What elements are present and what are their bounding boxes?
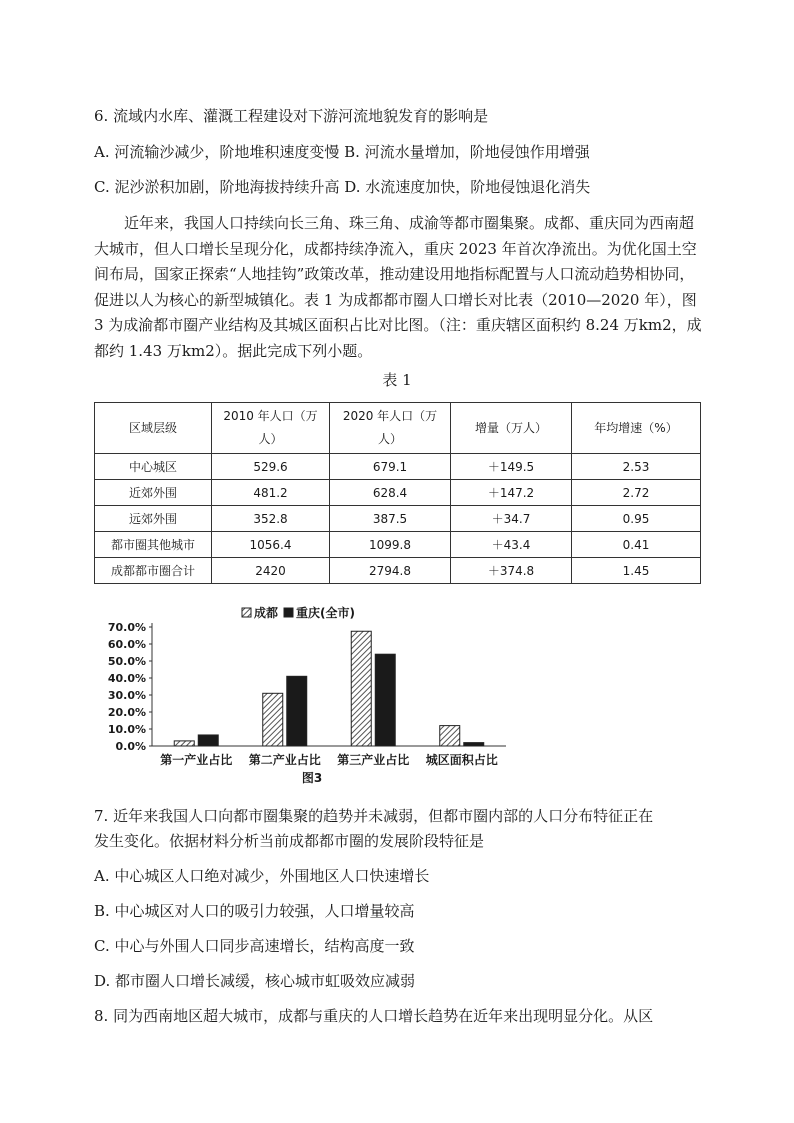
- q6-options-ab: A. 河流输沙减少，阶地堆积速度变慢 B. 河流水量增加，阶地侵蚀作用增强: [94, 143, 590, 161]
- q7-option-a: A. 中心城区人口绝对减少，外围地区人口快速增长: [94, 867, 430, 885]
- industry-structure-chart: [94, 600, 514, 790]
- table-cell: ＋34.7: [451, 506, 572, 532]
- q6-options-cd: C. 泥沙淤积加剧，阶地海拔持续升高 D. 水流速度加快，阶地侵蚀退化消失: [94, 178, 591, 196]
- table-cell: 中心城区: [95, 454, 212, 480]
- table-cell: 628.4: [330, 480, 451, 506]
- table-header: 区域层级: [95, 403, 212, 454]
- bar-chengdu: [263, 693, 283, 746]
- y-tick-label: 60.0%: [107, 638, 146, 651]
- table-cell: ＋147.2: [451, 480, 572, 506]
- table-cell: 都市圈其他城市: [95, 532, 212, 558]
- y-tick-label: 50.0%: [107, 655, 146, 668]
- table-cell: 1056.4: [212, 532, 330, 558]
- y-tick-label: 0.0%: [115, 740, 146, 753]
- table-header: 年均增速（%）: [572, 403, 701, 454]
- table-cell: 1.45: [572, 558, 701, 584]
- material-paragraph: 近年来，我国人口持续向长三角、珠三角、成渝等都市圈集聚。成都、重庆同为西南超大城市，但人口增长呈现分化，成都持续净流入，重庆 2023 年首次净流出。为优化国土空间布局，国家正探索“人地挂钩”政策改革，推动建设用地指标配置与人口流动趋势相协同，促进以人为核心的新型城镇化。表 1 为成都都市圈人口增长对比表（2010—2020 年），图 3 为成渝都市圈产业结构及其城区面积占比对比图。（注：重庆辖区面积约 8.24 万km2，成都约 1.43 万km2）。据此完成下列小题。: [94, 214, 702, 360]
- y-tick-label: 40.0%: [107, 672, 146, 685]
- q7-option-d: D. 都市圈人口增长减缓，核心城市虹吸效应减弱: [94, 972, 416, 990]
- q6-stem: 6. 流域内水库、灌溉工程建设对下游河流地貌发育的影响是: [94, 107, 489, 125]
- legend-swatch-chengdu: [242, 608, 251, 617]
- x-tick-label: 第一产业占比: [160, 753, 233, 767]
- table-cell: 481.2: [212, 480, 330, 506]
- table-cell: 成都都市圈合计: [95, 558, 212, 584]
- table-cell: 近郊外围: [95, 480, 212, 506]
- y-tick-label: 10.0%: [107, 723, 146, 736]
- table-cell: 2.53: [572, 454, 701, 480]
- legend-label-chongqing: 重庆(全市): [296, 606, 355, 620]
- bar-chongqing: [198, 735, 218, 746]
- table-caption: 表 1: [382, 371, 412, 389]
- bar-chengdu: [351, 631, 371, 746]
- table-row: [95, 454, 701, 480]
- population-table: [94, 402, 701, 584]
- table-cell: 2420: [212, 558, 330, 584]
- x-tick-label: 第二产业占比: [248, 753, 321, 767]
- bar-chongqing: [287, 676, 307, 746]
- table-cell: 2794.8: [330, 558, 451, 584]
- y-tick-label: 70.0%: [107, 621, 146, 634]
- table-cell: ＋43.4: [451, 532, 572, 558]
- table-cell: 0.95: [572, 506, 701, 532]
- q7-stem-line2: 发生变化。依据材料分析当前成都都市圈的发展阶段特征是: [94, 832, 485, 850]
- x-tick-label: 城区面积占比: [425, 753, 498, 767]
- table-header-row: [95, 403, 701, 454]
- table-cell: 387.5: [330, 506, 451, 532]
- table-row: [95, 506, 701, 532]
- q8-stem: 8. 同为西南地区超大城市，成都与重庆的人口增长趋势在近年来出现明显分化。从区: [94, 1007, 654, 1025]
- table-cell: ＋374.8: [451, 558, 572, 584]
- table-cell: ＋149.5: [451, 454, 572, 480]
- bar-chengdu: [174, 741, 194, 746]
- table-header: 增量（万人）: [451, 403, 572, 454]
- legend-swatch-chongqing: [284, 608, 293, 617]
- y-tick-label: 20.0%: [107, 706, 146, 719]
- y-tick-label: 30.0%: [107, 689, 146, 702]
- bar-chengdu: [440, 726, 460, 746]
- table-header: 2010 年人口（万人）: [212, 403, 330, 454]
- bar-chongqing: [464, 743, 484, 746]
- x-tick-label: 第三产业占比: [337, 753, 410, 767]
- table-header: 2020 年人口（万人）: [330, 403, 451, 454]
- table-cell: 0.41: [572, 532, 701, 558]
- chart-title: 图3: [301, 771, 323, 785]
- table-cell: 529.6: [212, 454, 330, 480]
- bar-chongqing: [375, 654, 395, 746]
- q7-option-b: B. 中心城区对人口的吸引力较强，人口增量较高: [94, 902, 415, 920]
- table-cell: 2.72: [572, 480, 701, 506]
- q7-option-c: C. 中心与外围人口同步高速增长，结构高度一致: [94, 937, 415, 955]
- table-cell: 1099.8: [330, 532, 451, 558]
- table-row: [95, 532, 701, 558]
- q7-stem-line1: 7. 近年来我国人口向都市圈集聚的趋势并未减弱，但都市圈内部的人口分布特征正在: [94, 807, 654, 825]
- table-cell: 远郊外围: [95, 506, 212, 532]
- table-row: [95, 558, 701, 584]
- table-cell: 352.8: [212, 506, 330, 532]
- table-row: [95, 480, 701, 506]
- legend-label-chengdu: 成都: [254, 606, 279, 620]
- table-cell: 679.1: [330, 454, 451, 480]
